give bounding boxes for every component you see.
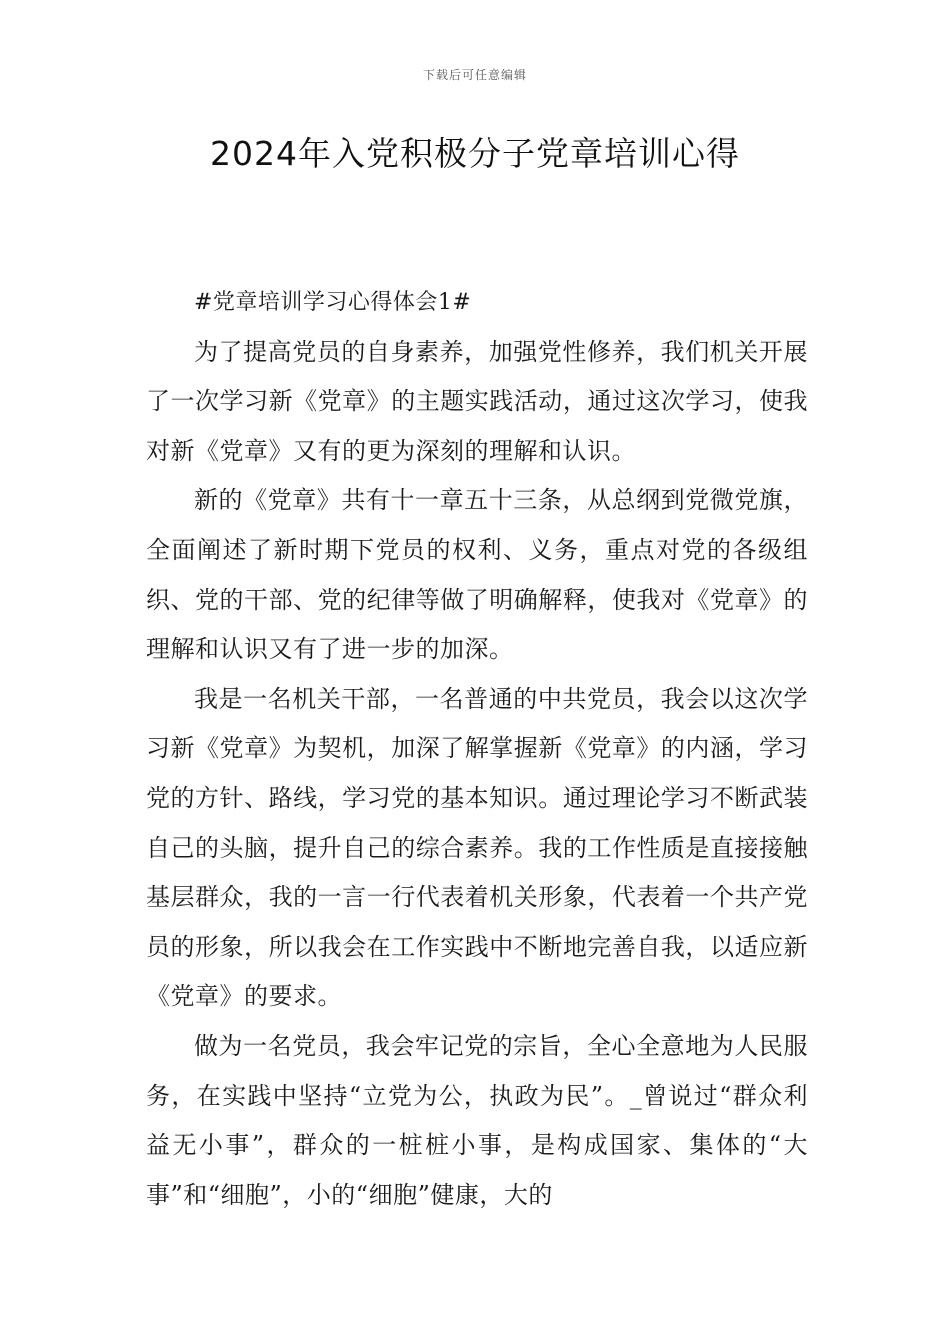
document-title: 2024年入党积极分子党章培训心得: [210, 134, 740, 173]
document-body: [146, 278, 808, 1220]
paragraph-1: 为了提高党员的自身素养，加强党性修养，我们机关开展了一次学习新《党章》的主题实践活动，通过这次学习，使我对新《党章》又有的更为深刻的理解和认识。: [146, 337, 808, 465]
paragraph-3: 我是一名机关干部，一名普通的中共党员，我会以这次学习新《党章》为契机，加深了解掌握新《党章》的内涵，学习党的方针、路线，学习党的基本知识。通过理论学习不断武装自己的头脑，提升自己的综合素养。我的工作性质是直接接触基层群众，我的一言一行代表着机关形象，代表着一个共产党员的形象，所以我会在工作实践中不断地完善自我，以适应新《党章》的要求。: [146, 684, 808, 1011]
paragraph-2: 新的《党章》共有十一章五十三条，从总纲到党微党旗，全面阐述了新时期下党员的权利、义务，重点对党的各级组织、党的干部、党的纪律等做了明确解释，使我对《党章》的理解和认识又有了进一步的加深。: [146, 486, 808, 664]
section-heading: #党章培训学习心得体会1#: [194, 290, 472, 315]
header-note: 下载后可任意编辑: [422, 68, 527, 82]
paragraph-4: 做为一名党员，我会牢记党的宗旨，全心全意地为人民服务，在实践中坚持“立党为公，执政为民”。_曾说过“群众利益无小事”，群众的一桩桩小事，是构成国家、集体的“大事”和“细胞”，小的“细胞”健康，大的: [146, 1031, 808, 1209]
